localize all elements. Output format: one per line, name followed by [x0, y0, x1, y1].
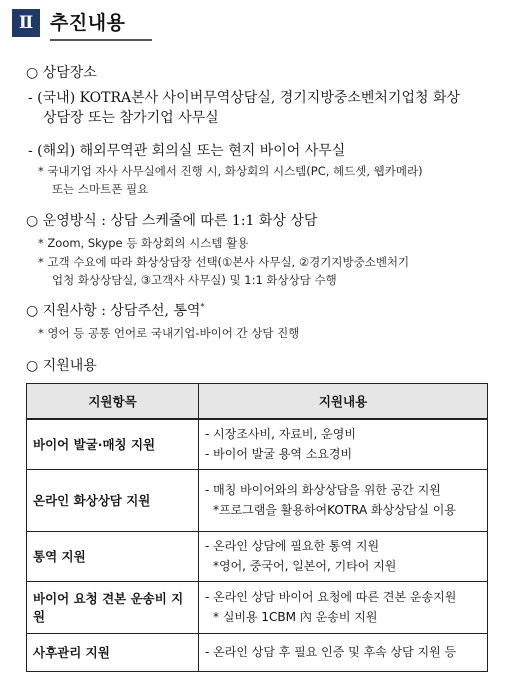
content-line: *프로그램을 활용하여KOTRA 화상상담실 이용: [213, 503, 456, 517]
table-cell-content: [199, 469, 488, 531]
table-cell-content: [199, 531, 488, 581]
table-cell-item: [27, 581, 199, 633]
consult-place-domestic-line2: 상담장 또는 참가기업 사무실: [43, 110, 219, 126]
table-row: [27, 469, 488, 531]
consult-place-note-line2: 또는 스마트폰 필요: [52, 182, 149, 196]
table-cell-content: [199, 419, 488, 469]
table-cell-content: [199, 581, 488, 633]
operation-heading: ○ 운영방식 : 상담 스케줄에 따른 1:1 화상 상담: [26, 213, 318, 229]
section-title: 추진내용: [50, 12, 126, 34]
table-header-content: 지원내용: [199, 384, 488, 420]
section-heading: [12, 9, 152, 41]
item-line: 바이어 요청 견본 운송비 지: [33, 591, 184, 606]
operation-note1: * Zoom, Skype 등 화상회의 시스템 활용: [38, 236, 249, 250]
content-line: - 온라인 상담에 필요한 통역 지원: [205, 539, 380, 553]
support-content-table: [26, 383, 488, 672]
item-line: 원: [33, 609, 46, 624]
consult-place-overseas: - (해외) 해외무역관 회의실 또는 현지 바이어 사무실: [28, 143, 346, 159]
section-number-badge: Ⅱ: [12, 9, 40, 37]
content-line: - 온라인 상담 바이어 요청에 따른 견본 운송지원: [205, 590, 457, 604]
consult-place-domestic-line1: - (국내) KOTRA본사 사이버무역상담실, 경기지방중소벤처기업청 화상: [28, 90, 461, 106]
support-content-heading: ○ 지원내용: [26, 358, 97, 374]
support-items-heading-mark: *: [200, 302, 205, 312]
content-line: - 매칭 바이어와의 화상상담을 위한 공간 지원: [205, 483, 441, 497]
table-header-row: [27, 384, 488, 420]
content-line: *영어, 중국어, 일본어, 기타어 지원: [213, 559, 397, 573]
table-row: [27, 633, 488, 671]
table-header-item: 지원항목: [27, 384, 199, 420]
table-row: [27, 531, 488, 581]
content-line: - 온라인 상담 후 필요 인증 및 후속 상담 지원 등: [205, 645, 457, 659]
table-row: [27, 581, 488, 633]
table-cell-item: 온라인 화상상담 지원: [27, 469, 199, 531]
table-cell-item: 사후관리 지원: [27, 633, 199, 671]
consult-place-note-line1: * 국내기업 자사 사무실에서 진행 시, 화상회의 시스템(PC, 헤드셋, 웹카메라): [38, 164, 423, 178]
section-title-underline: [50, 39, 152, 41]
content-line: * 실비용 1CBM 內 운송비 지원: [213, 610, 378, 624]
operation-note2-line2: 업청 화상상담실, ③고객사 사무실) 및 1:1 화상상담 수행: [52, 273, 337, 287]
content-line: - 바이어 발굴 용역 소요경비: [205, 447, 353, 462]
operation-note2-line1: * 고객 수요에 따라 화상상담장 선택(①본사 사무실, ②경기지방중소벤처기: [38, 255, 410, 269]
support-items-note: * 영어 등 공통 언어로 국내기업-바이어 간 상담 진행: [38, 326, 300, 340]
consult-place-heading: ○ 상담장소: [26, 65, 97, 81]
support-items-heading-text: ○ 지원사항 : 상담주선, 통역: [26, 303, 201, 319]
table-cell-content: [199, 633, 488, 671]
support-items-heading: [26, 300, 204, 320]
table-cell-item: 바이어 발굴·매칭 지원: [27, 419, 199, 469]
content-line: - 시장조사비, 자료비, 운영비: [205, 427, 356, 442]
table-cell-item: 통역 지원: [27, 531, 199, 581]
table-row: [27, 419, 488, 469]
